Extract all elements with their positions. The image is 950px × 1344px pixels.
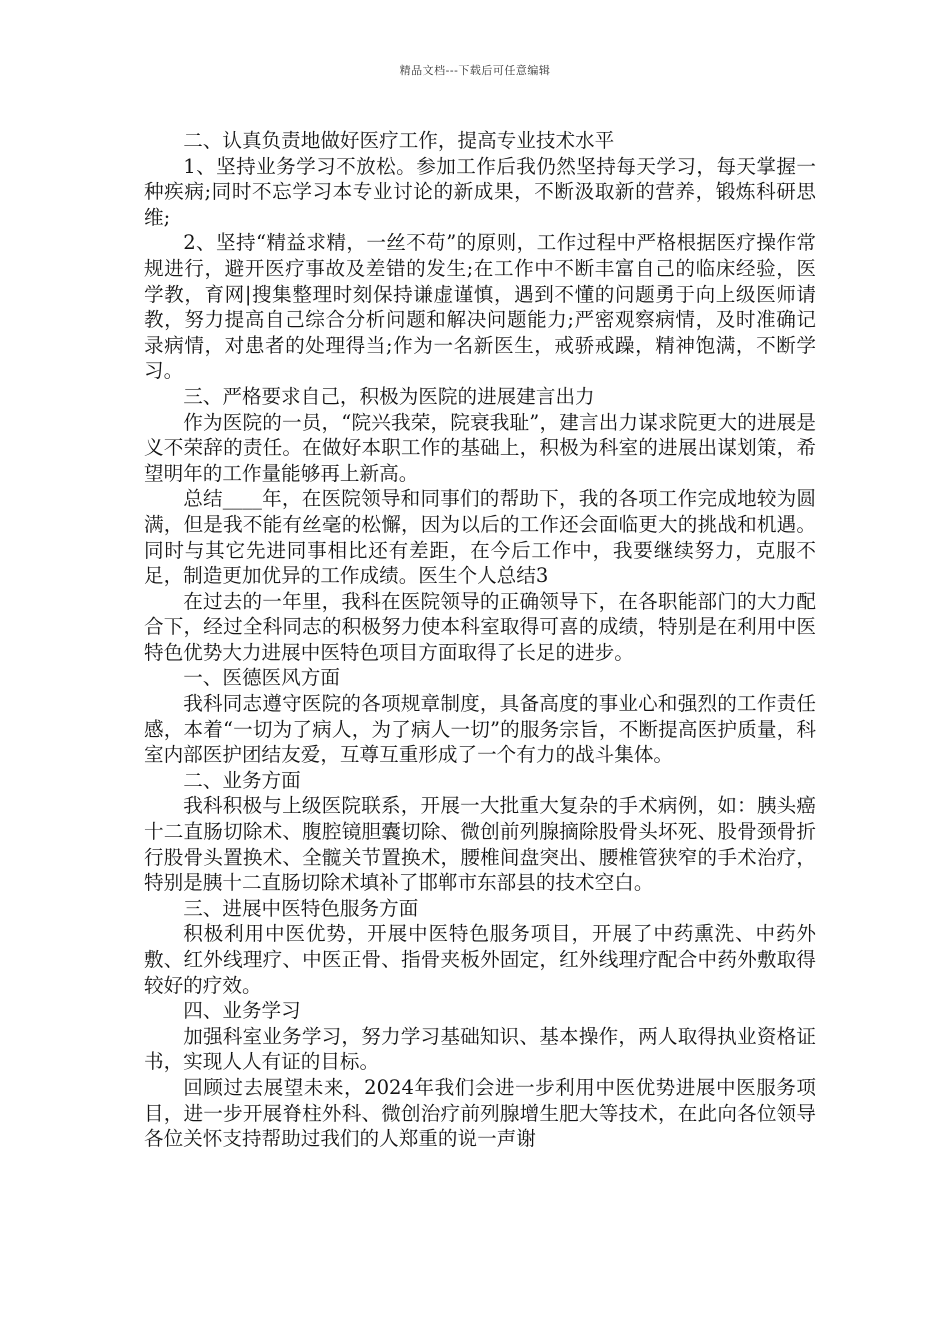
section-heading: 四、业务学习: [183, 999, 301, 1023]
body-paragraph: 回顾过去展望未来，2024年我们会进一步利用中医优势进展中医服务项目，进一步开展脊柱外科、微创治疗前列腺增生肥大等技术，在此向各位领导各位关怀支持帮助过我们的人郑重的说一声谢: [144, 1075, 816, 1151]
document-body: [144, 128, 816, 1152]
body-paragraph: 2、坚持“精益求精，一丝不苟”的原则，工作过程中严格根据医疗操作常规进行，避开医疗事故及差错的发生;在工作中不断丰富自己的临床经验，医学教，育网|搜集整理时刻保持谦虚谨慎，遇到不懂的问题勇于向上级医师请教，努力提高自己综合分析问题和解决问题能力;严密观察病情，及时准确记录病情，对患者的处理得当;作为一名新医生，戒骄戒躁，精神饱满，不断学习。: [144, 231, 816, 383]
body-paragraph: 作为医院的一员，“院兴我荣，院衰我耻”，建言出力谋求院更大的进展是义不荣辞的责任。在做好本职工作的基础上，积极为科室的进展出谋划策，希望明年的工作量能够再上新高。: [144, 410, 816, 485]
section-heading: 一、医德医风方面: [183, 666, 340, 690]
body-paragraph: 积极利用中医优势，开展中医特色服务项目，开展了中药熏洗、中药外敷、红外线理疗、中医正骨、指骨夹板外固定，红外线理疗配合中药外敷取得较好的疗效。: [144, 922, 816, 997]
body-paragraph: 总结____年，在医院领导和同事们的帮助下，我的各项工作完成地较为圆满，但是我不能有丝毫的松懈，因为以后的工作还会面临更大的挑战和机遇。同时与其它先进同事相比还有差距，在今后工作中，我要继续努力，克服不足，制造更加优异的工作成绩。医生个人总结3: [144, 487, 816, 588]
section-heading: 三、进展中医特色服务方面: [183, 896, 419, 920]
body-paragraph: 1、坚持业务学习不放松。参加工作后我仍然坚持每天学习，每天掌握一种疾病;同时不忘学习本专业讨论的新成果，不断汲取新的营养，锻炼科研思维;: [144, 154, 816, 229]
page-header: 精品文档---下载后可任意编辑: [399, 64, 551, 77]
body-paragraph: 加强科室业务学习，努力学习基础知识、基本操作，两人取得执业资格证书，实现人人有证的目标。: [144, 1024, 816, 1074]
body-paragraph: 我科同志遵守医院的各项规章制度，具备高度的事业心和强烈的工作责任感，本着“一切为了病人，为了病人一切”的服务宗旨，不断提高医护质量，科室内部医护团结友爱，互尊互重形成了一个有力的战斗集体。: [144, 692, 816, 767]
section-heading: 三、严格要求自己，积极为医院的进展建言出力: [183, 384, 595, 408]
body-paragraph: 在过去的一年里，我科在医院领导的正确领导下，在各职能部门的大力配合下，经过全科同志的积极努力使本科室取得可喜的成绩，特别是在利用中医特色优势大力进展中医特色项目方面取得了长足的进步。: [144, 589, 816, 664]
body-paragraph: 我科积极与上级医院联系，开展一大批重大复杂的手术病例，如：胰头癌十二直肠切除术、腹腔镜胆囊切除、微创前列腺摘除股骨头坏死、股骨颈骨折行股骨头置换术、全髋关节置换术，腰椎间盘突出、腰椎管狭窄的手术治疗，特别是胰十二直肠切除术填补了邯郸市东部县的技术空白。: [144, 794, 816, 895]
section-heading: 二、认真负责地做好医疗工作，提高专业技术水平: [183, 129, 615, 152]
section-heading: 二、业务方面: [183, 768, 301, 792]
